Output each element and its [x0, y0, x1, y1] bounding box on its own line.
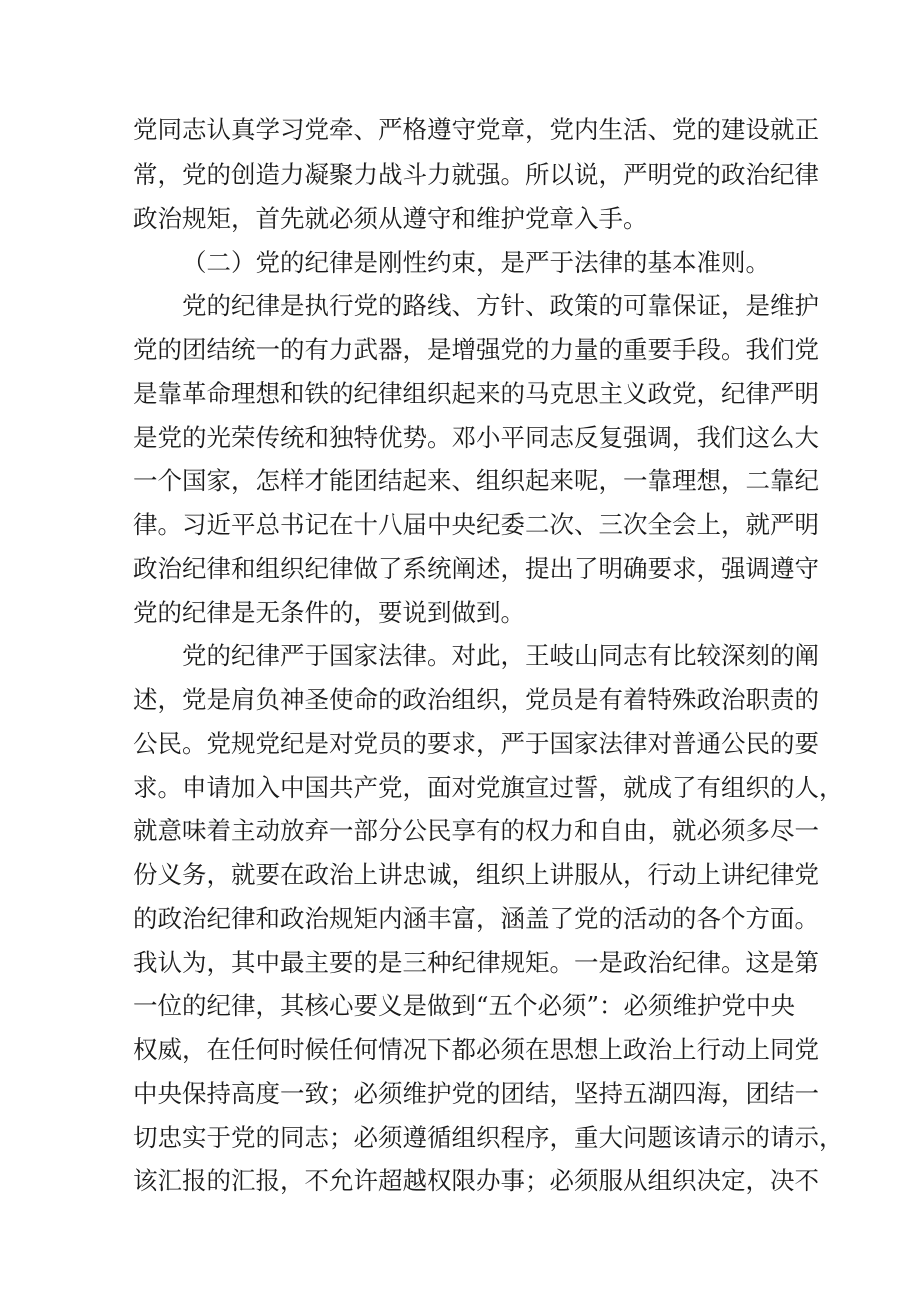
- text-line: 求。申请加入中国共产党，面对党旗宣过誓，就成了有组织的人，: [133, 773, 844, 802]
- text-line: 中央保持高度一致；必须维护党的团结，坚持五湖四海，团结一: [133, 1079, 819, 1108]
- text-line: 公民。党规党纪是对党员的要求，严于国家法律对普通公民的要: [133, 729, 819, 758]
- text-line: 律。习近平总书记在十八届中央纪委二次、三次全会上，就严明: [133, 510, 819, 539]
- text-line: 一个国家，怎样才能团结起来、组织起来呢，一靠理想，二靠纪: [133, 466, 819, 495]
- text-line: 切忠实于党的同志；必须遵循组织程序，重大问题该请示的请示，: [133, 1123, 844, 1152]
- section-heading: （二）党的纪律是刚性约束，是严于法律的基本准则。: [182, 248, 770, 277]
- text-line: 权威，在任何时候任何情况下都必须在思想上政治上行动上同党: [133, 1035, 819, 1064]
- text-line: 就意味着主动放弃一部分公民享有的权力和自由，就必须多尽一: [133, 816, 819, 845]
- text-line: 常，党的创造力凝聚力战斗力就强。所以说，严明党的政治纪律: [133, 160, 819, 189]
- text-line: 党的团结统一的有力武器，是增强党的力量的重要手段。我们党: [133, 335, 819, 364]
- text-line: 政治规矩，首先就必须从遵守和维护党章入手。: [133, 204, 648, 233]
- text-line: 份义务，就要在政治上讲忠诚，组织上讲服从，行动上讲纪律党: [133, 860, 819, 889]
- text-line: 党的纪律是无条件的，要说到做到。: [133, 598, 525, 627]
- text-line: 一位的纪律，其核心要义是做到“五个必须”：必须维护党中央: [133, 991, 796, 1020]
- text-line: 政治纪律和组织纪律做了系统阐述，提出了明确要求，强调遵守: [133, 554, 819, 583]
- text-line: 的政治纪律和政治规矩内涵丰富，涵盖了党的活动的各个方面。: [133, 904, 819, 933]
- text-line: 我认为，其中最主要的是三种纪律规矩。一是政治纪律。这是第: [133, 948, 819, 977]
- text-line: 是靠革命理想和铁的纪律组织起来的马克思主义政党，纪律严明: [133, 379, 819, 408]
- text-line: 党的纪律是执行党的路线、方针、政策的可靠保证，是维护: [182, 291, 819, 320]
- text-line: 该汇报的汇报，不允许超越权限办事；必须服从组织决定，决不: [133, 1166, 819, 1195]
- text-line: 述，党是肩负神圣使命的政治组织，党员是有着特殊政治职责的: [133, 685, 819, 714]
- text-line: 是党的光荣传统和独特优势。邓小平同志反复强调，我们这么大: [133, 423, 819, 452]
- text-line: 党的纪律严于国家法律。对此，王岐山同志有比较深刻的阐: [182, 641, 819, 670]
- text-line: 党同志认真学习党牵、严格遵守党章，党内生活、党的建设就正: [133, 115, 819, 144]
